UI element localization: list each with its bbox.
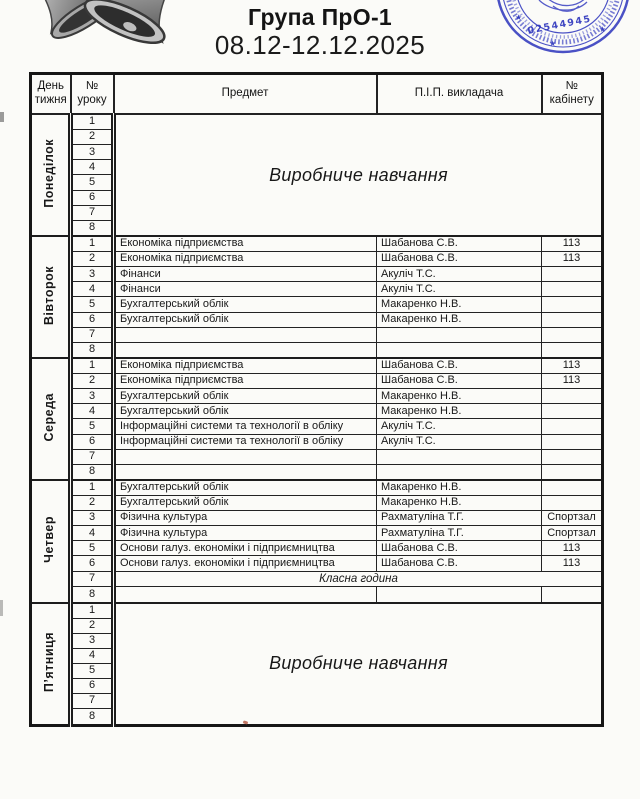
subject-cell: Фінанси — [114, 282, 377, 297]
subject-cell: Основи галуз. економіки і підприємництва — [114, 556, 377, 571]
teacher-cell: Шабанова С.В. — [377, 374, 542, 389]
lesson-number-cell: 5 — [71, 419, 114, 434]
timetable — [29, 72, 604, 727]
subject-cell — [114, 587, 377, 603]
teacher-cell: Акуліч Т.С. — [377, 434, 542, 449]
table-row — [31, 480, 603, 496]
lesson-number-cell: 7 — [71, 327, 114, 342]
table-row — [31, 327, 603, 342]
room-cell — [542, 312, 603, 327]
subject-cell: Фізична культура — [114, 526, 377, 541]
teacher-cell: Рахматуліна Т.Г. — [377, 511, 542, 526]
room-cell — [542, 480, 603, 496]
teacher-cell: Макаренко Н.В. — [377, 404, 542, 419]
lesson-number-cell: 2 — [71, 374, 114, 389]
table-row — [31, 571, 603, 587]
subject-cell: Фізична культура — [114, 511, 377, 526]
table-row — [31, 496, 603, 511]
room-cell — [542, 496, 603, 511]
table-row — [31, 587, 603, 603]
lesson-number-cell: 7 — [71, 694, 114, 709]
room-cell: Спортзал — [542, 526, 603, 541]
room-cell — [542, 267, 603, 282]
room-cell — [542, 404, 603, 419]
teacher-cell: Шабанова С.В. — [377, 556, 542, 571]
lesson-number-cell: 3 — [71, 267, 114, 282]
lesson-number-cell: 1 — [71, 358, 114, 374]
teacher-cell: Макаренко Н.В. — [377, 297, 542, 312]
lesson-number-cell: 5 — [71, 663, 114, 678]
teacher-cell — [377, 587, 542, 603]
teacher-cell — [377, 449, 542, 464]
stamp-star-icon: ★ — [515, 13, 523, 22]
lesson-number-cell: 6 — [71, 190, 114, 205]
teacher-cell: Макаренко Н.В. — [377, 312, 542, 327]
room-cell — [542, 587, 603, 603]
lesson-number-cell: 8 — [71, 342, 114, 358]
subject-cell — [114, 449, 377, 464]
col-header-teacher: П.І.П. викладача — [377, 74, 542, 115]
merged-practice-cell-monday: Виробниче навчання — [114, 114, 603, 236]
table-row — [31, 267, 603, 282]
lesson-number-cell: 4 — [71, 282, 114, 297]
class-hour-cell: Класна година — [114, 571, 603, 587]
lesson-number-cell: 2 — [71, 130, 114, 145]
lesson-number-cell: 1 — [71, 236, 114, 252]
lesson-number-cell: 7 — [71, 205, 114, 220]
lesson-number-cell: 8 — [71, 220, 114, 236]
lesson-number-cell: 3 — [71, 511, 114, 526]
room-cell — [542, 342, 603, 358]
day-label-tuesday: Вівторок — [31, 236, 71, 358]
table-row — [31, 389, 603, 404]
lesson-number-cell: 8 — [71, 709, 114, 726]
table-row — [31, 374, 603, 389]
lesson-number-cell: 6 — [71, 312, 114, 327]
room-cell — [542, 389, 603, 404]
room-cell — [542, 434, 603, 449]
table-row — [31, 449, 603, 464]
subject-cell: Економіка підприємства — [114, 358, 377, 374]
teacher-cell: Шабанова С.В. — [377, 252, 542, 267]
day-label-thursday: Четвер — [31, 480, 71, 603]
lesson-number-cell: 1 — [71, 603, 114, 619]
lesson-number-cell: 1 — [71, 114, 114, 130]
teacher-cell: Макаренко Н.В. — [377, 496, 542, 511]
table-row — [31, 312, 603, 327]
header-row — [31, 74, 603, 115]
subject-cell: Економіка підприємства — [114, 374, 377, 389]
teacher-cell: Макаренко Н.В. — [377, 389, 542, 404]
lesson-number-cell: 8 — [71, 587, 114, 603]
lesson-number-cell: 4 — [71, 648, 114, 663]
day-label-monday: Понеділок — [31, 114, 71, 236]
stamp-star-icon: ★ — [599, 25, 607, 34]
teacher-cell: Макаренко Н.В. — [377, 480, 542, 496]
room-cell — [542, 449, 603, 464]
lesson-number-cell: 4 — [71, 404, 114, 419]
subject-cell: Бухгалтерський облік — [114, 404, 377, 419]
col-header-lesson-no: № уроку — [71, 74, 114, 115]
subject-cell: Фінанси — [114, 267, 377, 282]
stamp-star-icon: ★ — [549, 39, 557, 48]
table-row — [31, 404, 603, 419]
teacher-cell: Шабанова С.В. — [377, 358, 542, 374]
date-range: 08.12-12.12.2025 — [214, 30, 426, 61]
col-header-room: № кабінету — [542, 74, 603, 115]
subject-cell — [114, 464, 377, 480]
room-cell: 113 — [542, 252, 603, 267]
table-row — [31, 282, 603, 297]
room-cell — [542, 464, 603, 480]
room-cell — [542, 282, 603, 297]
lesson-number-cell: 5 — [71, 541, 114, 556]
lesson-number-cell: 4 — [71, 160, 114, 175]
table-row — [31, 603, 603, 619]
lesson-number-cell: 6 — [71, 556, 114, 571]
room-cell — [542, 327, 603, 342]
table-row — [31, 342, 603, 358]
subject-cell: Бухгалтерський облік — [114, 297, 377, 312]
room-cell: Спортзал — [542, 511, 603, 526]
room-cell: 113 — [542, 374, 603, 389]
subject-cell: Економіка підприємства — [114, 252, 377, 267]
subject-cell: Економіка підприємства — [114, 236, 377, 252]
day-label-friday: П’ятниця — [31, 603, 71, 726]
table-row — [31, 556, 603, 571]
lesson-number-cell: 5 — [71, 175, 114, 190]
table-row — [31, 541, 603, 556]
lesson-number-cell: 3 — [71, 633, 114, 648]
lesson-number-cell: 2 — [71, 618, 114, 633]
teacher-cell: Акуліч Т.С. — [377, 282, 542, 297]
lesson-number-cell: 6 — [71, 434, 114, 449]
page-title: Група ПрО-1 — [248, 4, 392, 30]
stamp-number: 02544945 — [526, 13, 593, 37]
lesson-number-cell: 4 — [71, 526, 114, 541]
teacher-cell: Рахматуліна Т.Г. — [377, 526, 542, 541]
table-row — [31, 114, 603, 130]
room-cell — [542, 419, 603, 434]
scan-edge-mark — [0, 600, 3, 616]
round-stamp-icon — [487, 0, 639, 66]
lesson-number-cell: 3 — [71, 389, 114, 404]
subject-cell — [114, 327, 377, 342]
lesson-number-cell: 2 — [71, 252, 114, 267]
table-row — [31, 511, 603, 526]
room-cell: 113 — [542, 236, 603, 252]
teacher-cell — [377, 464, 542, 480]
room-cell: 113 — [542, 541, 603, 556]
room-cell: 113 — [542, 556, 603, 571]
col-header-day: День тижня — [31, 74, 71, 115]
teacher-cell: Акуліч Т.С. — [377, 267, 542, 282]
table-row — [31, 434, 603, 449]
table-row — [31, 419, 603, 434]
room-cell — [542, 297, 603, 312]
lesson-number-cell: 8 — [71, 464, 114, 480]
table-row — [31, 464, 603, 480]
teacher-cell: Шабанова С.В. — [377, 541, 542, 556]
subject-cell: Інформаційні системи та технології в обліку — [114, 419, 377, 434]
teacher-cell: Шабанова С.В. — [377, 236, 542, 252]
subject-cell: Бухгалтерський облік — [114, 312, 377, 327]
table-row — [31, 526, 603, 541]
subject-cell — [114, 342, 377, 358]
teacher-cell — [377, 327, 542, 342]
lesson-number-cell: 2 — [71, 496, 114, 511]
teacher-cell: Акуліч Т.С. — [377, 419, 542, 434]
subject-cell: Бухгалтерський облік — [114, 496, 377, 511]
teacher-cell — [377, 342, 542, 358]
subject-cell: Бухгалтерський облік — [114, 480, 377, 496]
scan-edge-mark — [0, 112, 4, 122]
room-cell: 113 — [542, 358, 603, 374]
subject-cell: Бухгалтерський облік — [114, 389, 377, 404]
lesson-number-cell: 7 — [71, 449, 114, 464]
lesson-number-cell: 3 — [71, 145, 114, 160]
subject-cell: Інформаційні системи та технології в обліку — [114, 434, 377, 449]
day-label-wednesday: Середа — [31, 358, 71, 480]
table-row — [31, 236, 603, 252]
table-row — [31, 358, 603, 374]
subject-cell: Основи галуз. економіки і підприємництва — [114, 541, 377, 556]
lesson-number-cell: 6 — [71, 679, 114, 694]
col-header-subject: Предмет — [114, 74, 377, 115]
table-row — [31, 297, 603, 312]
lesson-number-cell: 7 — [71, 571, 114, 587]
lesson-number-cell: 1 — [71, 480, 114, 496]
table-row — [31, 252, 603, 267]
merged-practice-cell-friday: Виробниче навчання — [114, 603, 603, 726]
lesson-number-cell: 5 — [71, 297, 114, 312]
